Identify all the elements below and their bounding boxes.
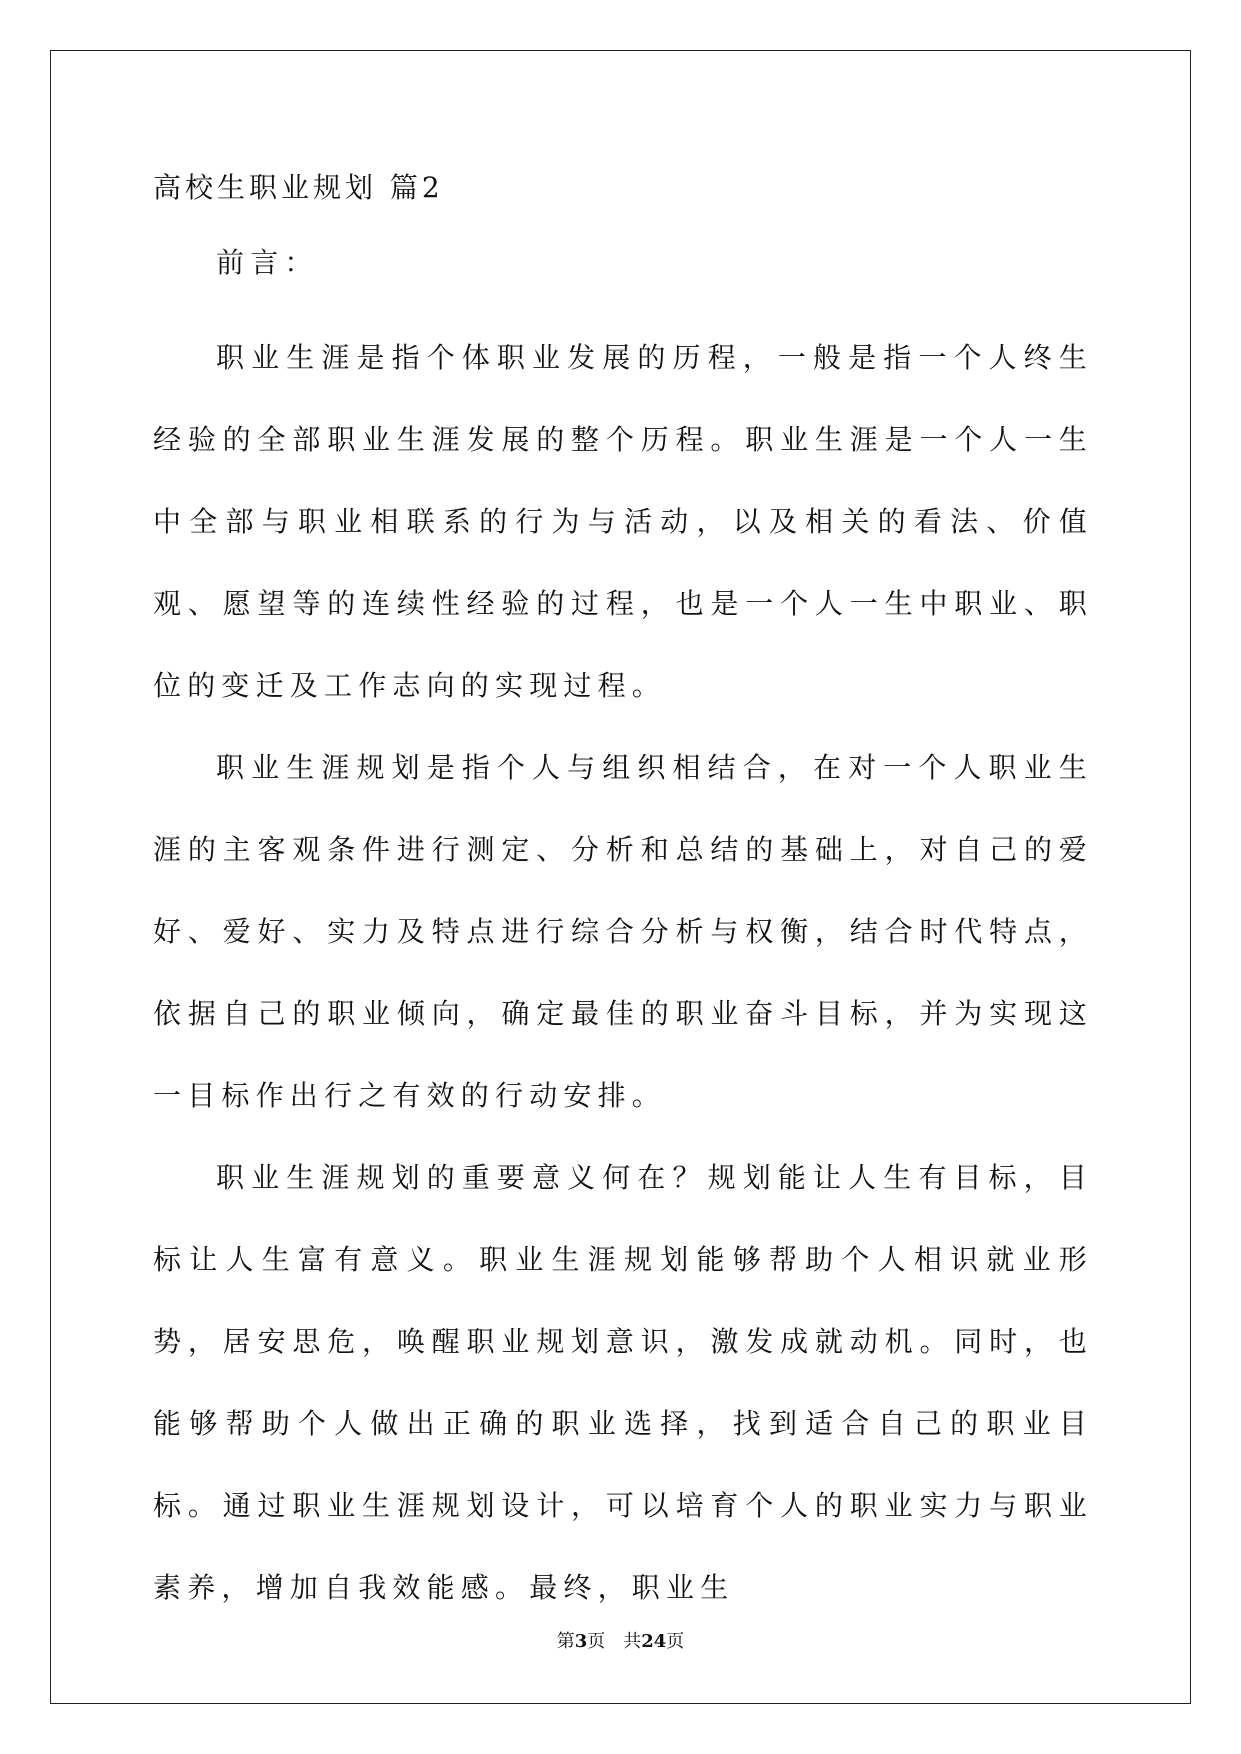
paragraph: 职业生涯是指个体职业发展的历程，一般是指一个人终生经验的全部职业生涯发展的整个历程。职业生涯是一个人一生中全部与职业相联系的行为与活动，以及相关的看法、价值观、愿望等的连续性经验的过程，也是一个人一生中职业、职位的变迁及工作志向的实现过程。: [153, 341, 1093, 702]
page-number-total: 24: [641, 1631, 667, 1652]
page-number-current: 3: [574, 1631, 588, 1652]
page-number-prefix: 第: [556, 1631, 575, 1652]
page-number-separator: 页 共: [587, 1631, 642, 1652]
paragraph: 职业生涯规划的重要意义何在？规划能让人生有目标，目标让人生富有意义。职业生涯规划能够帮助个人相识就业形势，居安思危，唤醒职业规划意识，激发成就动机。同时，也能够帮助个人做出正确的职业选择，找到适合自己的职业目标。通过职业生涯规划设计，可以培育个人的职业实力与职业素养，增加自我效能感。最终，职业生: [153, 1161, 1093, 1604]
paragraph-intro: 前言：: [216, 246, 319, 279]
document-title: 高校生职业规划 篇2: [153, 171, 444, 204]
page-number-suffix: 页: [666, 1631, 685, 1652]
paragraph: 职业生涯规划是指个人与组织相结合，在对一个人职业生涯的主客观条件进行测定、分析和总结的基础上，对自己的爱好、爱好、实力及特点进行综合分析与权衡，结合时代特点，依据自己的职业倾向，确定最佳的职业奋斗目标，并为实现这一目标作出行之有效的行动安排。: [153, 751, 1093, 1112]
page-footer: [0, 1630, 1241, 1654]
